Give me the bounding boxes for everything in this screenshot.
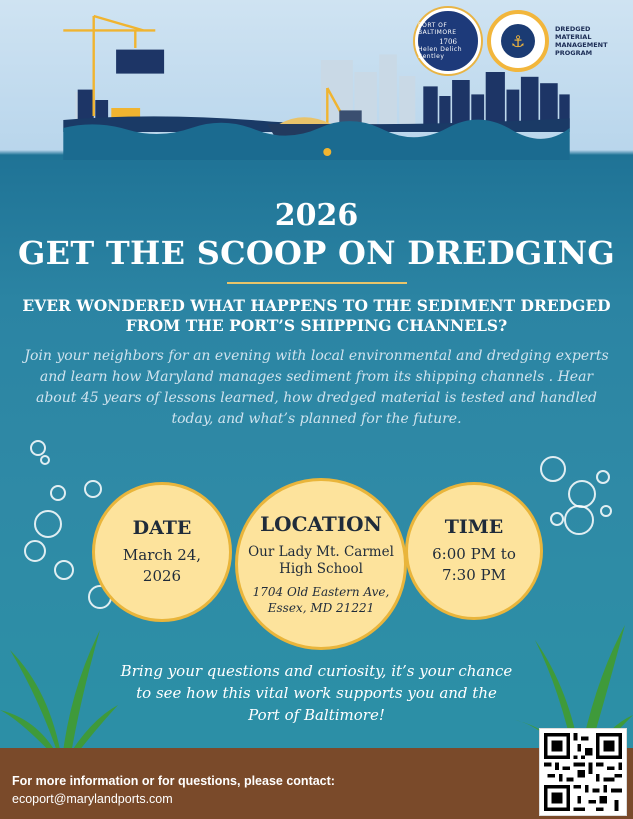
date-circle [92, 482, 232, 622]
bubble-icon [568, 480, 596, 508]
bubble-icon [550, 512, 564, 526]
closing-message: Bring your questions and curiosity, it’s your chance to see how this vital work supports you and the Port of Baltimore! [120, 662, 513, 724]
event-intro: Join your neighbors for an evening with local environmental and dredging experts and learn how Maryland manages sediment from its shipping channels . Hear about 45 years of lessons learned, how dredged material is tested and handled today, and what’s planned for the future. [24, 348, 609, 427]
port-of-baltimore-logo [415, 8, 481, 74]
bubble-icon [564, 505, 594, 535]
location-heading: LOCATION [260, 512, 382, 536]
dmmp-logo [487, 10, 549, 72]
event-question: EVER WONDERED WHAT HAPPENS TO THE SEDIMENT DREDGED FROM THE PORT’S SHIPPING CHANNELS? [22, 296, 611, 335]
logo-group [415, 8, 623, 74]
navigation-icon: ⚓ [501, 24, 535, 58]
contact-email[interactable]: ecoport@marylandports.com [12, 792, 173, 806]
date-line-2: 2026 [142, 567, 182, 585]
location-address-2: Essex, MD 21221 [267, 601, 375, 615]
port-logo-text: PORT OF BALTIMORE [418, 22, 457, 36]
event-year: 2026 [274, 198, 359, 233]
dmmp-logo-text: DREDGED MATERIAL MANAGEMENT PROGRAM [555, 25, 608, 57]
bubble-icon [596, 470, 610, 484]
time-line-2: 7:30 PM [442, 566, 506, 584]
bubble-icon [40, 455, 50, 465]
date-line-1: March 24, [122, 546, 202, 564]
location-line-1: Our Lady Mt. Carmel [248, 544, 394, 560]
bubble-icon [24, 540, 46, 562]
location-circle [235, 478, 407, 650]
bubble-icon [30, 440, 46, 456]
seaweed-icon [0, 610, 120, 760]
bubble-icon [54, 560, 74, 580]
port-logo-tagline: Helen Delich Bentley [418, 46, 463, 60]
container [116, 50, 164, 74]
port-logo-year: 1706 [439, 38, 457, 46]
bubble-icon [540, 456, 566, 482]
time-circle [405, 482, 543, 620]
dredge-bucket-icon [323, 148, 331, 156]
bubble-icon [84, 480, 102, 498]
bubble-icon [600, 505, 612, 517]
event-title: GET THE SCOOP ON DREDGING [18, 234, 615, 272]
time-heading: TIME [444, 516, 504, 538]
contact-label: For more information or for questions, please contact: [12, 774, 335, 788]
location-line-2: High School [279, 561, 363, 577]
bubble-icon [34, 510, 62, 538]
date-heading: DATE [132, 517, 192, 539]
qr-code-icon[interactable] [539, 728, 627, 816]
bubble-icon [50, 485, 66, 501]
location-address-1: 1704 Old Eastern Ave, [252, 585, 390, 599]
title-underline [227, 282, 407, 284]
time-line-1: 6:00 PM to [432, 545, 516, 563]
